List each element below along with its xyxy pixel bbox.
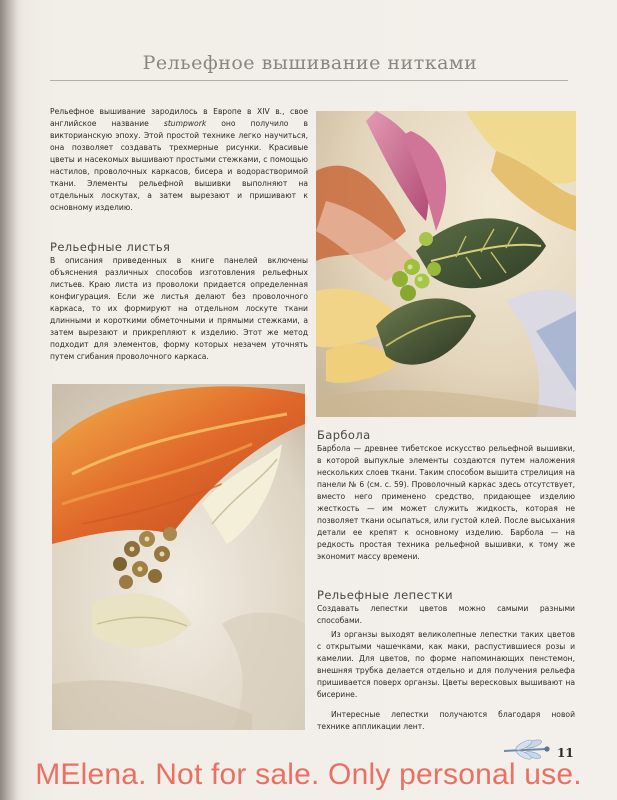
petals-paragraph-1: Создавать лепестки цветов можно самыми разными способами.	[317, 604, 575, 625]
embroidery-photo-leaves-beads	[316, 111, 576, 417]
intro-paragraph	[50, 106, 308, 214]
page-number: 11	[557, 746, 574, 760]
intro-text-start: Рельефное вышивание зародилось в Европе в XIV в., свое английское название	[50, 107, 308, 128]
leaves-paragraph: В описания приведенных в книге панелей включены объяснения различных способов изготовления рельефных листьев. Краю листа из проволоки придается определенная конфигурация. Если же листья делают без проволочного каркаса, то их формируют на отдельном лоскуте ткани длинными и короткими обметочными и прямыми стежками, а затем вырезают и прикрепляют к изделию. Этот же метод подходит для элементов, форму которых незачем уточнять путем сгибания проволочного каркаса.	[50, 256, 308, 361]
intro-term-stumpwork: stumpwork	[163, 119, 207, 128]
watermark-text: MElena. Not for sale. Only personal use.	[35, 758, 582, 791]
section-heading-petals: Рельефные лепестки	[317, 588, 454, 602]
barbola-paragraph: Барбола — древнее тибетское искусство рельефной вышивки, в которой выпуклые элементы создаются путем наложения нескольких слоев ткани. Таким способом вышита стрелиция на панели № 6 (см. с. 59). Проволочный каркас здесь отсутствует, вместо него применено средство, придающее изделию жесткость — им может служить жидкость, которая не позволяет ткани осыпаться, или густой клей. После высыхания детали ее крепят к основному изделию. Барбола — на редкость простая техника рельефной вышивки, к тому же экономит массу времени.	[317, 444, 575, 561]
gutter-shadow	[0, 0, 18, 800]
embroidery-photo-orange-petal	[52, 384, 305, 730]
petals-paragraph-3: Интересные лепестки получаются благодаря новой технике аппликации лент.	[317, 710, 575, 731]
section-heading-leaves: Рельефные листья	[50, 240, 171, 254]
title-divider	[50, 80, 568, 81]
petals-paragraph-2: Из органзы выходят великолепные лепестки таких цветов с открытыми чашечками, как маки, распустившиеся розы и камелии. Для цветов, по форме напоминающих пенстемон, внешняя трубка делается отдельно и для получения рельефа пришивается поверх органзы. Цветы вересковых вышивают на бисерине.	[317, 630, 575, 699]
page-title: Рельефное вышивание нитками	[142, 52, 478, 74]
intro-text-end: оно получило в викторианскую эпоху. Этой простой технике легко научиться, она позволяет создавать трехмерные рисунки. Красивые цветы и насекомых вышивают простыми стежками, с помощью настилов, проволочных каркасов, бисера и водорастворимой ткани. Элементы рельефной вышивки выполняют на отдельных лоскутах, а затем вырезают и пришивают к основному изделию.	[50, 119, 308, 212]
section-heading-barbola: Барбола	[317, 428, 371, 442]
